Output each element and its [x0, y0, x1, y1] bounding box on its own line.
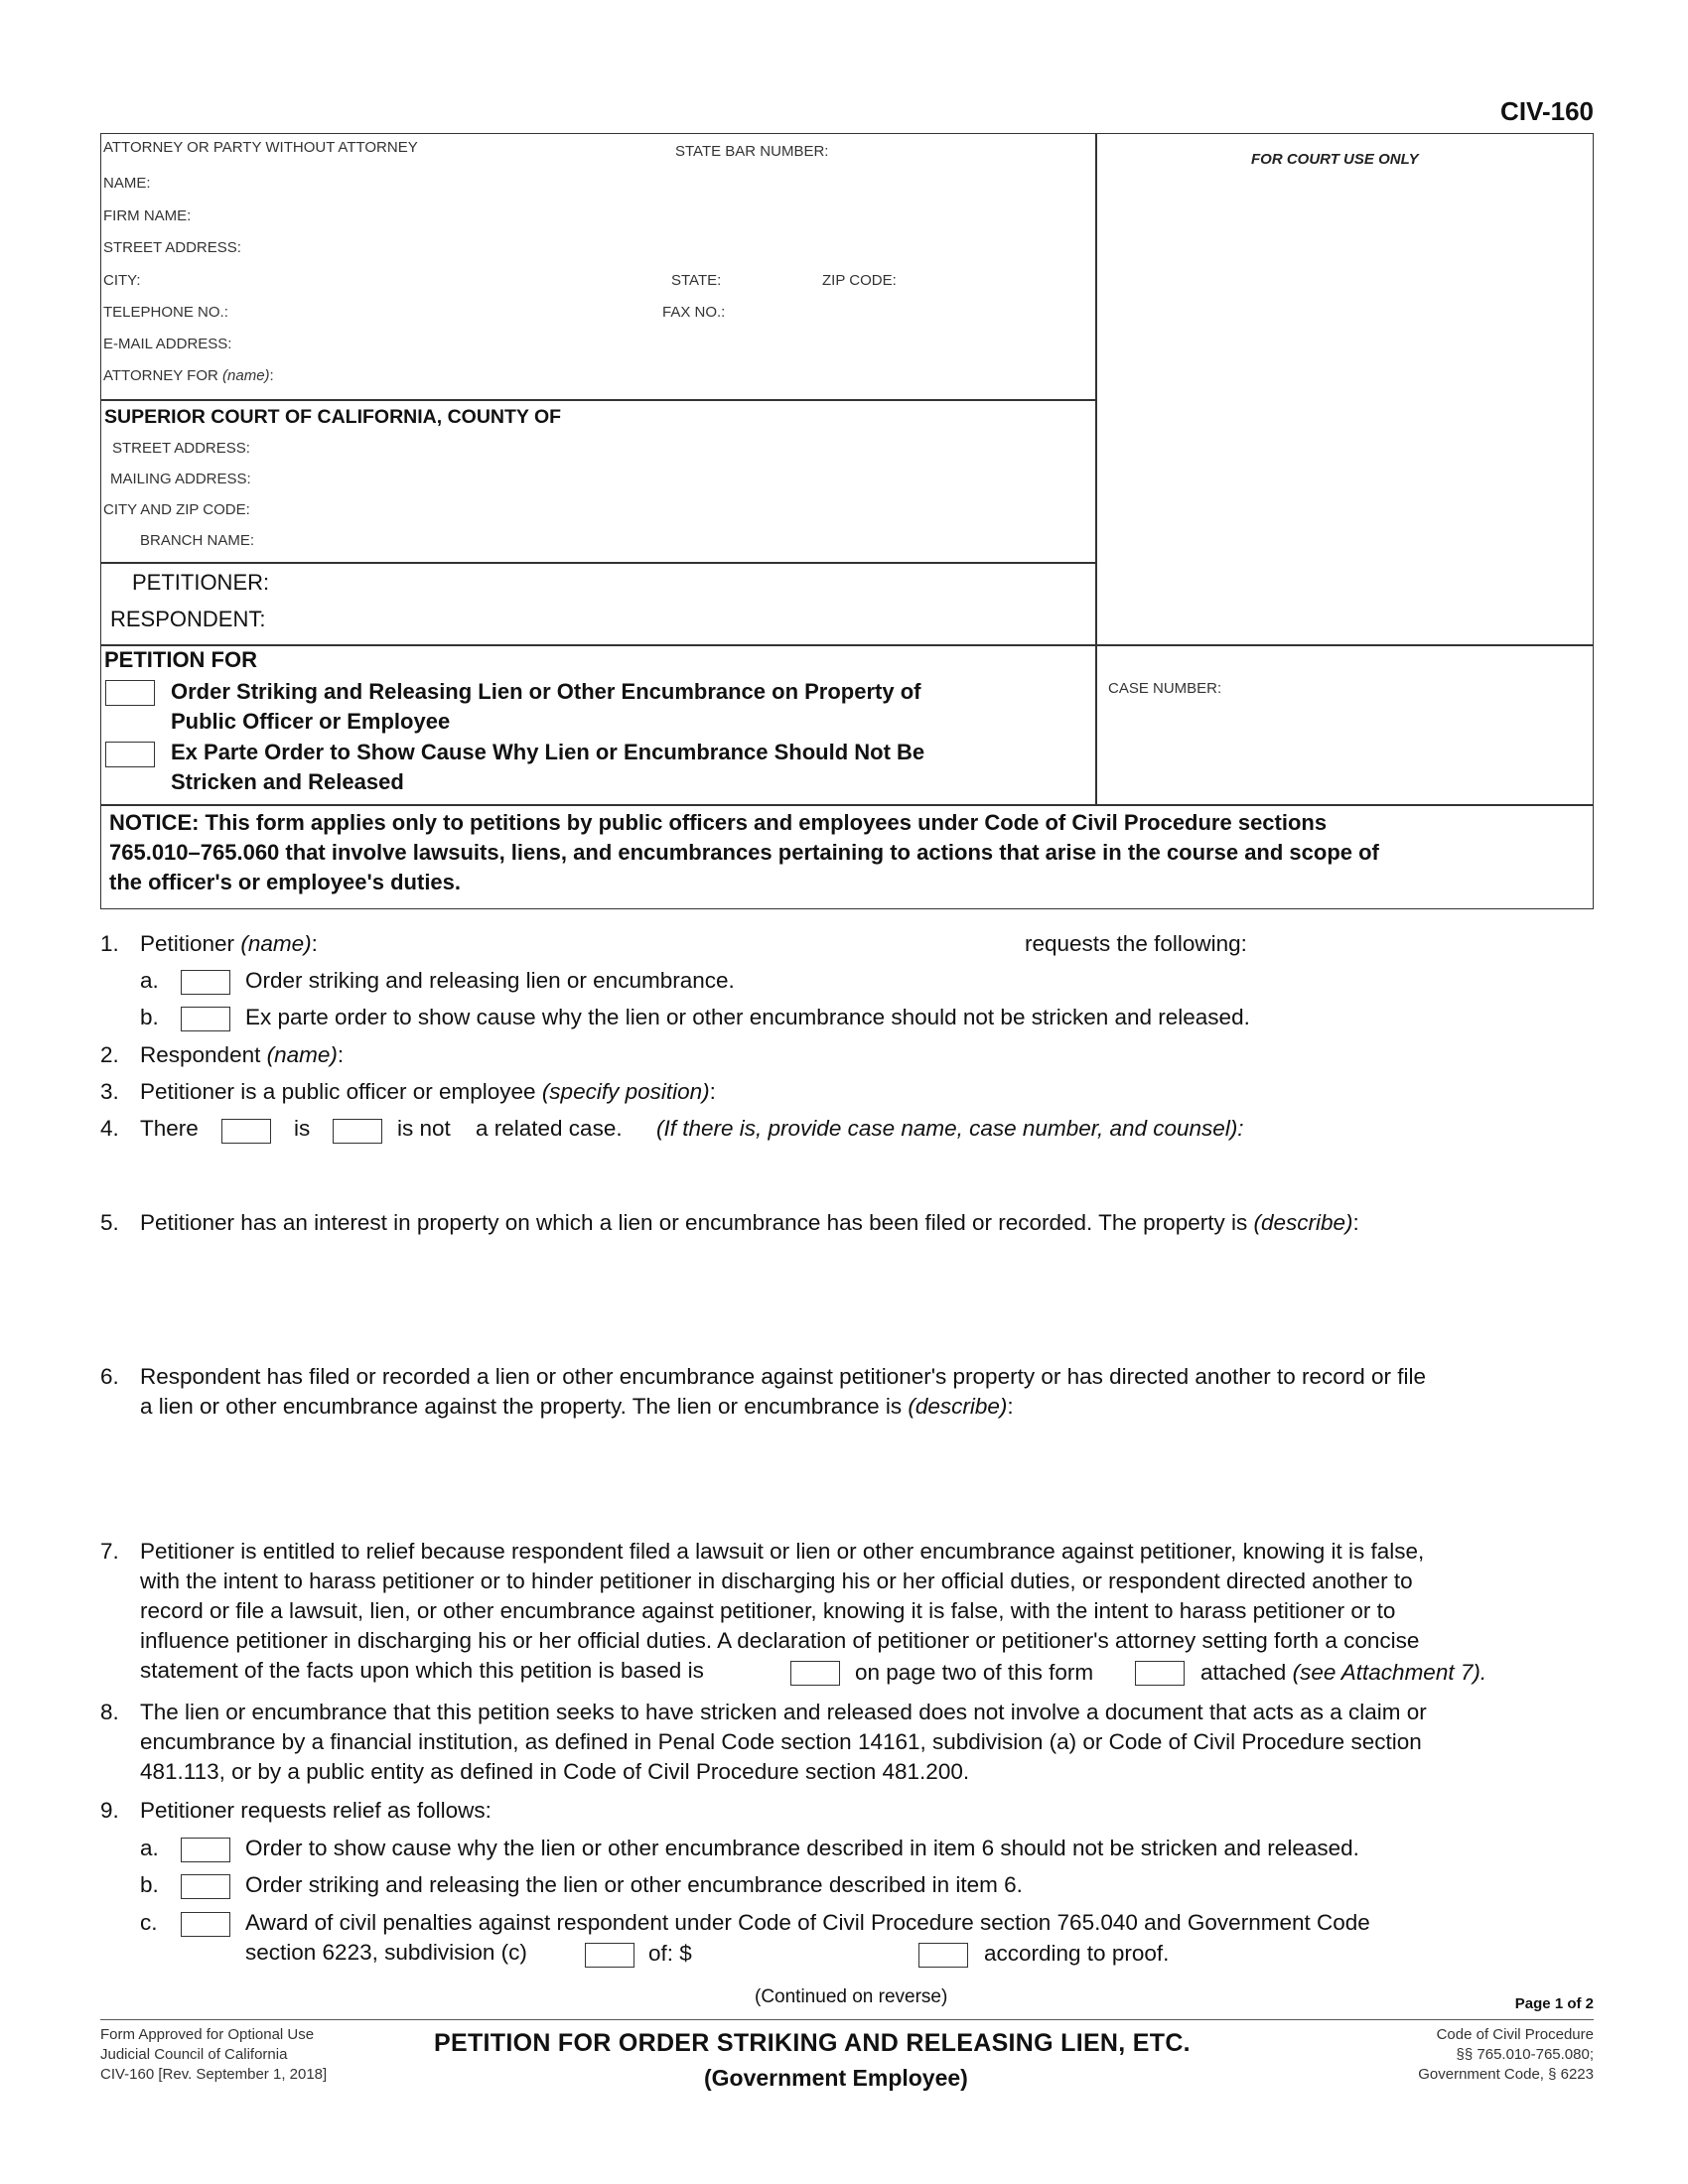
- page-number: Page 1 of 2: [1514, 1995, 1594, 2012]
- item4-there: There: [140, 1116, 199, 1141]
- petition-option1-line1: Order Striking and Releasing Lien or Other Encumbrance on Property of: [171, 679, 921, 704]
- code-reference-line1: Code of Civil Procedure: [1436, 2026, 1594, 2043]
- item1a-letter: a.: [140, 968, 159, 993]
- item3-text: Petitioner is a public officer or employee (specify position):: [140, 1079, 716, 1104]
- court-city-zip-label: CITY AND ZIP CODE:: [103, 501, 250, 518]
- email-label: E-MAIL ADDRESS:: [103, 336, 232, 352]
- code-reference-line3: Government Code, § 6223: [1418, 2066, 1594, 2083]
- item9b-text: Order striking and releasing the lien or other encumbrance described in item 6.: [245, 1872, 1023, 1897]
- item1-text: Petitioner (name):: [140, 931, 318, 956]
- form-approved-line3: CIV-160 [Rev. September 1, 2018]: [100, 2066, 328, 2083]
- item4-isnot-checkbox[interactable]: [333, 1119, 382, 1144]
- item4-related: a related case.: [476, 1116, 623, 1141]
- item2-text: Respondent (name):: [140, 1042, 345, 1067]
- item9c-line2: section 6223, subdivision (c): [245, 1940, 527, 1965]
- code-reference-line2: §§ 765.010-765.080;: [1456, 2046, 1594, 2063]
- item9a-text: Order to show cause why the lien or other encumbrance described in item 6 should not be stricken and released.: [245, 1836, 1359, 1860]
- court-use-only-label: FOR COURT USE ONLY: [1251, 151, 1419, 168]
- item1-number: 1.: [100, 931, 119, 956]
- item7-attached: attached (see Attachment 7).: [1200, 1660, 1487, 1685]
- item9c-line1: Award of civil penalties against respondent under Code of Civil Procedure section 765.040 and Government Code: [245, 1910, 1370, 1935]
- item9-text: Petitioner requests relief as follows:: [140, 1798, 492, 1823]
- item8-line2: encumbrance by a financial institution, as defined in Penal Code section 14161, subdivision (a) or Code of Civil Procedure section: [140, 1729, 1422, 1754]
- state-label: STATE:: [671, 272, 722, 289]
- case-number-label: CASE NUMBER:: [1108, 680, 1222, 697]
- court-parties-divider: [100, 562, 1096, 564]
- item7-line2: with the intent to harass petitioner or to hinder petitioner in discharging his or her official duties, or respondent directed another to: [140, 1569, 1413, 1593]
- item7-line4: influence petitioner in discharging his or her official duties. A declaration of petitioner or petitioner's attorney setting forth a concise: [140, 1628, 1420, 1653]
- petition-option1-line2: Public Officer or Employee: [171, 709, 451, 734]
- item9c-checkbox[interactable]: [181, 1912, 230, 1937]
- item1a-text: Order striking and releasing lien or encumbrance.: [245, 968, 735, 993]
- item4-is: is: [294, 1116, 311, 1141]
- notice-line3: the officer's or employee's duties.: [109, 870, 462, 894]
- continued-on-reverse: (Continued on reverse): [755, 1986, 948, 2007]
- item9c-proof-checkbox[interactable]: [918, 1943, 968, 1968]
- footer-rule: [100, 2019, 1594, 2020]
- item9c-subdivision-checkbox[interactable]: [585, 1943, 634, 1968]
- attorney-heading: ATTORNEY OR PARTY WITHOUT ATTORNEY: [103, 139, 418, 156]
- form-approved-line1: Form Approved for Optional Use: [100, 2026, 315, 2043]
- item7-page2-checkbox[interactable]: [790, 1661, 840, 1686]
- city-label: CITY:: [103, 272, 141, 289]
- item7-line5: statement of the facts upon which this petition is based is: [140, 1658, 704, 1683]
- item8-number: 8.: [100, 1700, 119, 1724]
- item6-line1: Respondent has filed or recorded a lien or other encumbrance against petitioner's property or has directed another to record or file: [140, 1364, 1427, 1389]
- item5-text: Petitioner has an interest in property on which a lien or encumbrance has been filed or recorded. The property is (describe):: [140, 1210, 1359, 1235]
- item8-line1: The lien or encumbrance that this petition seeks to have stricken and released does not involve a document that acts as a claim or: [140, 1700, 1427, 1724]
- item5-number: 5.: [100, 1210, 119, 1235]
- fax-label: FAX NO.:: [662, 304, 726, 321]
- respondent-label: RESPONDENT:: [110, 607, 266, 631]
- item4-is-checkbox[interactable]: [221, 1119, 271, 1144]
- item1b-letter: b.: [140, 1005, 159, 1029]
- court-heading: SUPERIOR COURT OF CALIFORNIA, COUNTY OF: [104, 406, 562, 428]
- item7-line3: record or file a lawsuit, lien, or other encumbrance against petitioner, knowing it is false, with the intent to harass petitioner or to: [140, 1598, 1396, 1623]
- item9a-checkbox[interactable]: [181, 1838, 230, 1862]
- form-number: CIV-160: [1500, 96, 1594, 126]
- petition-for-heading: PETITION FOR: [104, 647, 257, 672]
- item8-line3: 481.113, or by a public entity as defined in Code of Civil Procedure section 481.200.: [140, 1759, 970, 1784]
- notice-line2: 765.010–765.060 that involve lawsuits, liens, and encumbrances pertaining to actions that arise in the course and scope of: [109, 840, 1379, 865]
- court-street-address-label: STREET ADDRESS:: [112, 440, 250, 457]
- item9b-checkbox[interactable]: [181, 1874, 230, 1899]
- name-label: NAME:: [103, 175, 151, 192]
- item6-number: 6.: [100, 1364, 119, 1389]
- item6-line2: a lien or other encumbrance against the property. The lien or encumbrance is (describe):: [140, 1394, 1014, 1419]
- item1b-text: Ex parte order to show cause why the lien or other encumbrance should not be stricken and released.: [245, 1005, 1250, 1029]
- item9c-proof: according to proof.: [984, 1941, 1170, 1966]
- item9-number: 9.: [100, 1798, 119, 1823]
- item7-number: 7.: [100, 1539, 119, 1564]
- item1b-checkbox[interactable]: [181, 1007, 230, 1031]
- caption-vertical-divider: [1095, 133, 1097, 805]
- item7-page2: on page two of this form: [855, 1660, 1094, 1685]
- item1-requests: requests the following:: [1025, 931, 1247, 956]
- parties-petition-divider: [100, 644, 1594, 646]
- item4-number: 4.: [100, 1116, 119, 1141]
- zip-code-label: ZIP CODE:: [822, 272, 897, 289]
- footer-title: PETITION FOR ORDER STRIKING AND RELEASING LIEN, ETC.: [434, 2029, 1191, 2057]
- petition-option2-checkbox[interactable]: [105, 742, 155, 767]
- street-address-label: STREET ADDRESS:: [103, 239, 241, 256]
- item9c-letter: c.: [140, 1910, 158, 1935]
- petitioner-label: PETITIONER:: [132, 570, 270, 595]
- item7-line1: Petitioner is entitled to relief because respondent filed a lawsuit or lien or other encumbrance against petitioner, knowing it is false,: [140, 1539, 1425, 1564]
- attorney-court-divider: [100, 399, 1096, 401]
- firm-name-label: FIRM NAME:: [103, 207, 192, 224]
- form-approved-line2: Judicial Council of California: [100, 2046, 288, 2063]
- item9a-letter: a.: [140, 1836, 159, 1860]
- petition-option2-line1: Ex Parte Order to Show Cause Why Lien or Encumbrance Should Not Be: [171, 740, 925, 764]
- notice-line1: NOTICE: This form applies only to petitions by public officers and employees under Code of Civil Procedure sections: [109, 810, 1328, 835]
- item3-number: 3.: [100, 1079, 119, 1104]
- item9b-letter: b.: [140, 1872, 159, 1897]
- petition-option2-line2: Stricken and Released: [171, 769, 404, 794]
- item7-attached-checkbox[interactable]: [1135, 1661, 1185, 1686]
- item4-isnot: is not: [397, 1116, 451, 1141]
- court-mailing-address-label: MAILING ADDRESS:: [110, 471, 251, 487]
- petition-option1-checkbox[interactable]: [105, 680, 155, 706]
- petition-notice-divider: [100, 804, 1594, 806]
- item9c-of: of: $: [648, 1941, 692, 1966]
- state-bar-label: STATE BAR NUMBER:: [675, 143, 829, 160]
- item1a-checkbox[interactable]: [181, 970, 230, 995]
- telephone-label: TELEPHONE NO.:: [103, 304, 228, 321]
- item4-note: (If there is, provide case name, case number, and counsel):: [656, 1116, 1244, 1141]
- court-branch-name-label: BRANCH NAME:: [140, 532, 255, 549]
- footer-subtitle: (Government Employee): [704, 2065, 968, 2091]
- attorney-for-label: ATTORNEY FOR (name):: [103, 367, 274, 384]
- item2-number: 2.: [100, 1042, 119, 1067]
